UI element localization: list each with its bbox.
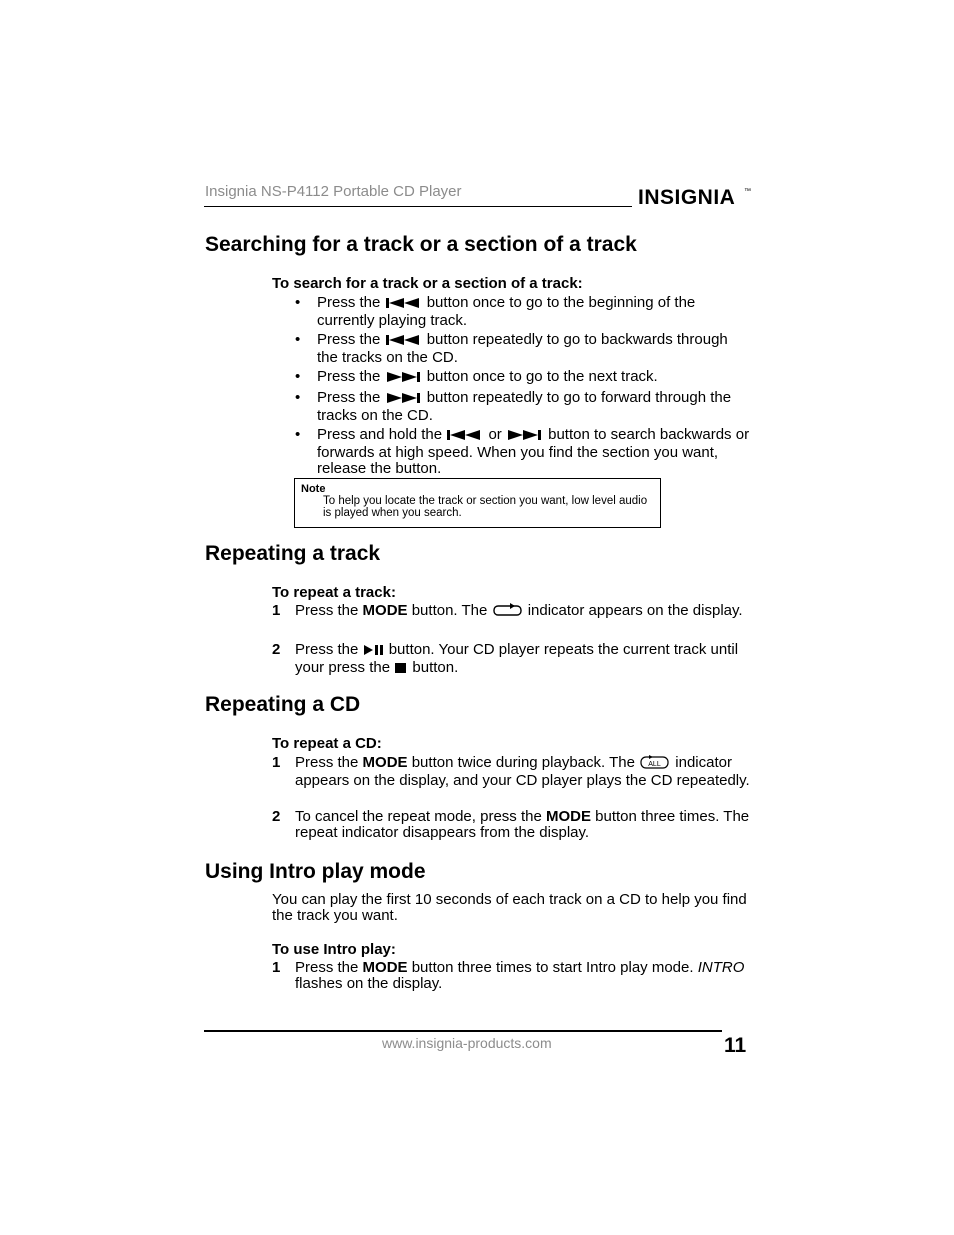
header-rule [204, 206, 632, 207]
svg-text:INSIGNIA: INSIGNIA [638, 186, 736, 209]
skip-back-icon [446, 429, 484, 445]
note-label: Note [301, 483, 326, 495]
svg-text:ALL: ALL [648, 761, 661, 768]
list-item: • Press the button repeatedly to go to backwards through the tracks on the CD. [295, 331, 728, 366]
skip-forward-icon [385, 392, 423, 408]
search-bullet-list [295, 295, 750, 480]
stop-icon [394, 662, 408, 678]
svg-text:™: ™ [744, 188, 751, 195]
procedure-title-repeat-cd: To repeat a CD: [272, 735, 382, 752]
running-header-title: Insignia NS-P4112 Portable CD Player [205, 183, 462, 200]
play-pause-icon [363, 644, 385, 660]
section-heading-repeat-track: Repeating a track [205, 542, 381, 565]
list-item: • Press the button repeatedly to go to forward through the tracks on the CD. [295, 389, 732, 424]
procedure-title-search: To search for a track or a section of a track: [272, 275, 583, 292]
intro-paragraph: You can play the first 10 seconds of each track on a CD to help you find the track you want. [272, 891, 747, 924]
insignia-logo [638, 180, 752, 210]
step-item: 1 Press the MODE button twice during playback. The ALL indicator appears on the display, and your CD player plays the CD repeatedly. [272, 754, 750, 789]
repeat-icon [492, 603, 524, 621]
step-item: 2 Press the button. Your CD player repeats the current track until your press the button. [272, 641, 739, 676]
note-box [294, 478, 661, 528]
skip-forward-icon [385, 371, 423, 387]
list-item: • Press the button once to go to the beginning of the currently playing track. [295, 294, 696, 329]
step-item: 1 Press the MODE button. The indicator appears on the display. [272, 602, 743, 619]
skip-back-icon [385, 334, 423, 350]
section-heading-search: Searching for a track or a section of a track [205, 233, 637, 256]
footer-rule [204, 1030, 722, 1032]
section-heading-repeat-cd: Repeating a CD [205, 693, 361, 716]
step-item: 2 To cancel the repeat mode, press the MODE button three times. The repeat indicator disappears from the display. [272, 808, 750, 841]
procedure-title-intro: To use Intro play: [272, 941, 396, 958]
section-heading-intro: Using Intro play mode [205, 860, 426, 883]
step-item: 1 Press the MODE button three times to start Intro play mode. INTRO flashes on the display. [272, 959, 745, 992]
page-number: 11 [724, 1034, 747, 1057]
note-text: To help you locate the track or section you want, low level audio is played when you search. [323, 495, 648, 519]
list-item: • Press and hold the or button to search backwards or forwards at high speed. When you find the section you want, release the button. [295, 426, 750, 477]
procedure-title-repeat-track: To repeat a track: [272, 584, 396, 601]
list-item: • Press the button once to go to the next track. [295, 368, 658, 385]
skip-back-icon [385, 297, 423, 313]
skip-forward-icon [506, 429, 544, 445]
repeat-all-icon [639, 755, 671, 773]
footer-url[interactable]: www.insignia-products.com [382, 1035, 552, 1051]
